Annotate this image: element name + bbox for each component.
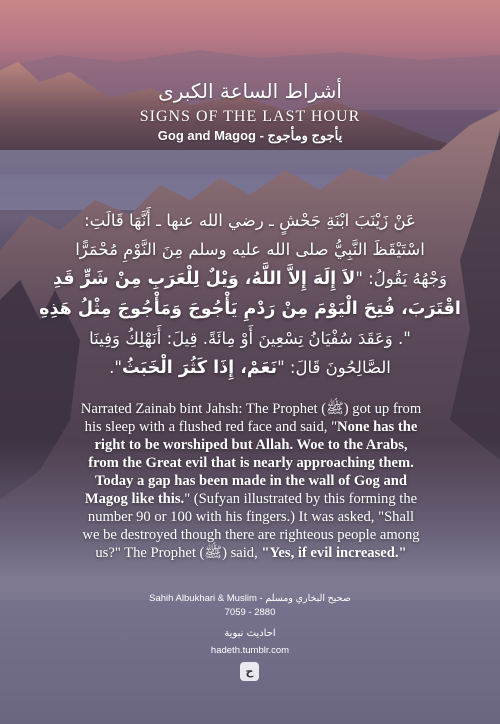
english-bold-1: None has the right to be worshiped but Allah. Woe to the Arabs, from the Great evil that is nearly approaching them. Today a gap has been made in the wall of Gog and Magog like this. — [84, 419, 418, 507]
subtitle: Gog and Magog - يأجوج ومأجوج — [157, 128, 343, 143]
site-logo-icon: ح — [240, 662, 259, 681]
english-bold-2: "Yes, if evil increased." — [261, 545, 407, 561]
english-part-1: Narrated Zainab bint Jahsh: The Prophet (ﷺ) got up from his sleep with a flushed red face and said, " — [80, 401, 422, 435]
arabic-line-5: ". وَعَقَدَ سُفْيَانُ تِسْعِينَ أَوْ مِائَةً. قِيلَ: أَنَهْلِكُ وَفِينَا — [89, 329, 411, 348]
english-translation — [78, 400, 424, 562]
arabic-line-6-bold: نَعَمْ، إِذَا كَثُرَ الْخَبَثُ — [121, 358, 278, 378]
arabic-line-3-plain: وَجْهُهُ يَقُولُ: " — [355, 269, 448, 288]
arabic-line-6-plain: الصَّالِحُونَ قَالَ: " — [277, 358, 391, 377]
source-line-2: 7059 - 2880 — [224, 607, 276, 618]
arabic-line-3 — [32, 264, 468, 294]
arabic-line-6 — [32, 353, 468, 383]
arabic-hadith-text — [32, 206, 468, 383]
arabic-line-4 — [32, 294, 468, 324]
title-english: SIGNS OF THE LAST HOUR — [139, 108, 361, 125]
site-url: hadeth.tumblr.com — [210, 645, 290, 656]
arabic-line-4-bold: اقْتَرَبَ، فُتِحَ الْيَوْمَ مِنْ رَدْمِ يَأْجُوجَ وَمَأْجُوجَ مِثْلُ هَذِهِ — [39, 299, 461, 319]
source-line-1: Sahih Albukhari & Muslim - صحيح البخاري ومسلم — [149, 593, 351, 604]
english-part-2: " (Sufyan illustrated by this forming the number 90 or 100 with his fingers.) It was asked, "Shall we be destroyed though there are righteous people among us?" The Prophet (ﷺ) said, — [82, 491, 420, 561]
arabic-line-2: اسْتَيْقَظَ النَّبِيُّ صلى الله عليه وسلم مِنَ النَّوْمِ مُحْمَرًّا — [75, 240, 425, 259]
source-reference — [0, 592, 500, 620]
arabic-line-6-end: ". — [109, 358, 122, 377]
title-arabic: أشراط الساعة الكبرى — [158, 79, 342, 103]
site-name-arabic: احاديث نبوية — [224, 628, 276, 639]
arabic-line-1: عَنْ زَيْنَبَ ابْنَةِ جَحْشٍ ـ رضي الله عنها ـ أَنَّهَا قَالَتِ: — [84, 211, 416, 230]
arabic-line-3-bold: لاَ إِلَهَ إِلاَّ اللَّهُ، وَيْلٌ لِلْعَرَبِ مِنْ شَرٍّ قَدِ — [52, 269, 356, 289]
